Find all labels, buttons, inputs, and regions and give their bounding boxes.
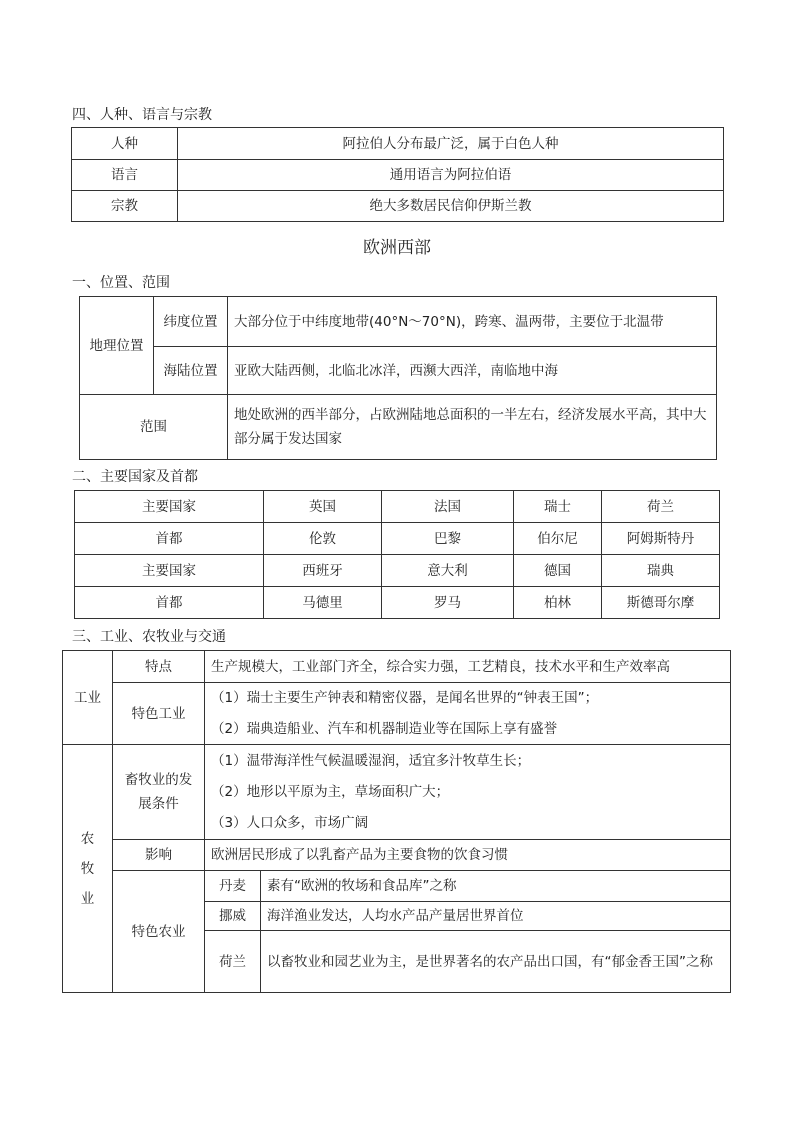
capital-header: 首都 — [75, 523, 264, 555]
capital-header: 首都 — [75, 587, 264, 619]
religion-label: 宗教 — [72, 191, 178, 222]
livestock-condition-item: （3）人口众多，市场广阔 — [205, 808, 731, 840]
race-label: 人种 — [72, 128, 178, 160]
special-agriculture-label: 特色农业 — [113, 871, 205, 993]
livestock-condition-item: （1）温带海洋性气候温暖湿润，适宜多汁牧草生长； — [205, 745, 731, 777]
latitude-value: 大部分位于中纬度地带(40°N～70°N)，跨寒、温两带，主要位于北温带 — [228, 297, 717, 347]
country-cell: 英国 — [264, 491, 382, 523]
page-title: 欧洲西部 — [363, 238, 431, 258]
section-heading-religion: 四、人种、语言与宗教 — [72, 107, 212, 123]
industry-feature-label: 特点 — [113, 651, 205, 683]
agriculture-label — [63, 745, 113, 993]
agriculture-label-char: 农 — [80, 830, 95, 847]
capital-cell: 斯德哥尔摩 — [602, 587, 720, 619]
denmark-label: 丹麦 — [205, 871, 261, 902]
livestock-conditions-label-line: 畜牧业的发 — [124, 772, 193, 788]
position-table — [79, 296, 717, 460]
agriculture-label-char: 牧 — [80, 860, 95, 877]
section-heading-countries: 二、主要国家及首都 — [72, 469, 198, 485]
country-header: 主要国家 — [75, 555, 264, 587]
race-value: 阿拉伯人分布最广泛，属于白色人种 — [178, 128, 724, 160]
capital-cell: 柏林 — [514, 587, 602, 619]
special-industry-item: （1）瑞士主要生产钟表和精密仪器，是闻名世界的“钟表王国”； — [205, 683, 731, 714]
range-value: 地处欧洲的西半部分，占欧洲陆地总面积的一半左右，经济发展水平高，其中大部分属于发达国家 — [228, 395, 717, 460]
country-cell: 西班牙 — [264, 555, 382, 587]
industry-feature-value: 生产规模大，工业部门齐全，综合实力强，工艺精良，技术水平和生产效率高 — [205, 651, 731, 683]
country-cell: 瑞士 — [514, 491, 602, 523]
capital-cell: 罗马 — [382, 587, 514, 619]
norway-label: 挪威 — [205, 902, 261, 931]
industry-label: 工业 — [63, 651, 113, 745]
country-cell: 瑞典 — [602, 555, 720, 587]
section-heading-position: 一、位置、范围 — [72, 275, 170, 291]
religion-value: 绝大多数居民信仰伊斯兰教 — [178, 191, 724, 222]
livestock-conditions-label-line: 展条件 — [138, 796, 179, 812]
special-industry-item: （2）瑞典造船业、汽车和机器制造业等在国际上享有盛誉 — [205, 714, 731, 745]
section-heading-industry: 三、工业、农牧业与交通 — [72, 629, 226, 645]
capital-cell: 阿姆斯特丹 — [602, 523, 720, 555]
sea-land-label: 海陆位置 — [154, 347, 228, 395]
denmark-value: 素有“欧洲的牧场和食品库”之称 — [261, 871, 731, 902]
language-value: 通用语言为阿拉伯语 — [178, 160, 724, 191]
livestock-condition-item: （2）地形以平原为主，草场面积广大； — [205, 777, 731, 808]
industry-agriculture-table — [62, 650, 731, 993]
range-label: 范围 — [80, 395, 228, 460]
country-cell: 意大利 — [382, 555, 514, 587]
latitude-label: 纬度位置 — [154, 297, 228, 347]
agriculture-label-char: 业 — [80, 890, 95, 907]
language-label: 语言 — [72, 160, 178, 191]
capital-cell: 巴黎 — [382, 523, 514, 555]
netherlands-label: 荷兰 — [205, 931, 261, 993]
country-cell: 法国 — [382, 491, 514, 523]
capital-cell: 马德里 — [264, 587, 382, 619]
impact-value: 欧洲居民形成了以乳畜产品为主要食物的饮食习惯 — [205, 840, 731, 871]
countries-table — [74, 490, 720, 619]
capital-cell: 伦敦 — [264, 523, 382, 555]
country-cell: 荷兰 — [602, 491, 720, 523]
sea-land-value: 亚欧大陆西侧，北临北冰洋，西濒大西洋，南临地中海 — [228, 347, 717, 395]
geo-position-label: 地理位置 — [80, 297, 154, 395]
norway-value: 海洋渔业发达，人均水产品产量居世界首位 — [261, 902, 731, 931]
impact-label: 影响 — [113, 840, 205, 871]
livestock-conditions-label — [113, 745, 205, 840]
race-language-religion-table — [71, 127, 724, 222]
country-cell: 德国 — [514, 555, 602, 587]
country-header: 主要国家 — [75, 491, 264, 523]
special-industry-label: 特色工业 — [113, 683, 205, 745]
netherlands-value: 以畜牧业和园艺业为主，是世界著名的农产品出口国，有“郁金香王国”之称 — [261, 931, 731, 993]
capital-cell: 伯尔尼 — [514, 523, 602, 555]
